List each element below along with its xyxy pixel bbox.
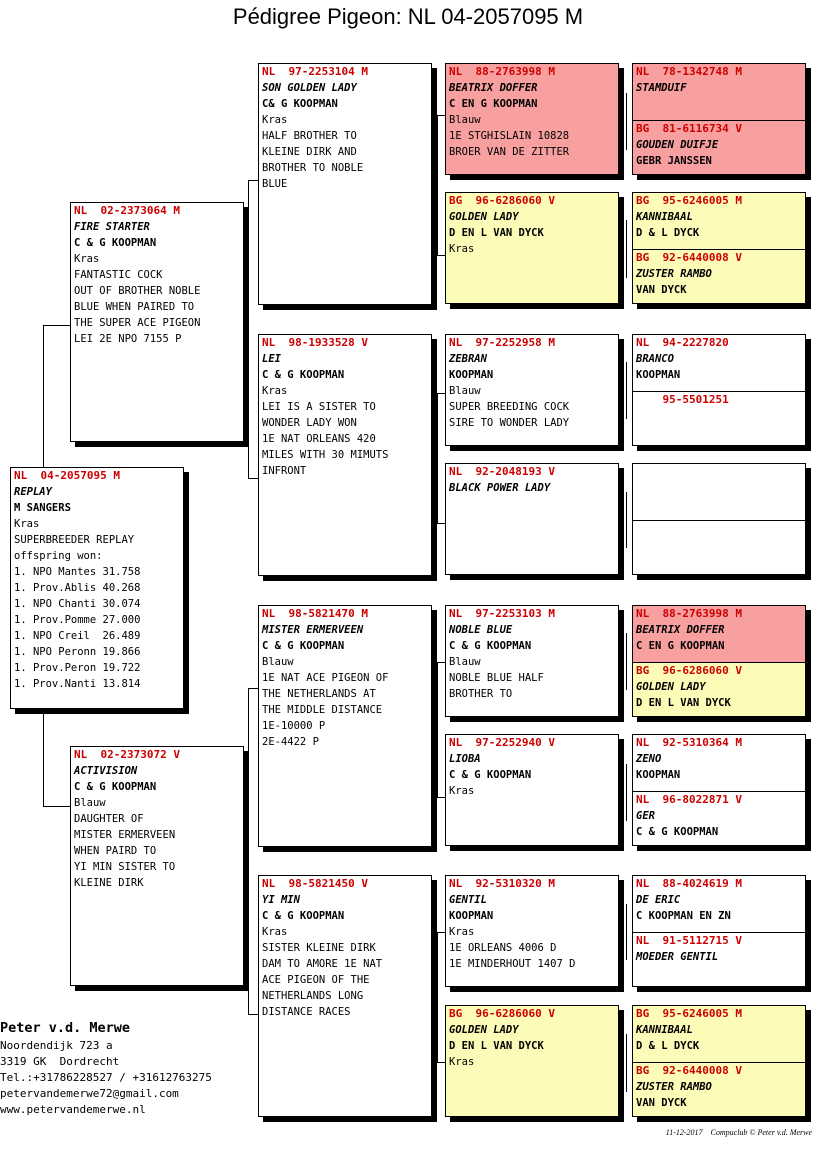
ring-number: NL 88-2763998 M bbox=[449, 65, 555, 78]
connector bbox=[437, 115, 445, 116]
breeder-name: KOOPMAN bbox=[636, 369, 681, 381]
connector bbox=[43, 325, 71, 326]
note-line: OUT OF BROTHER NOBLE bbox=[74, 285, 201, 297]
pigeon-pair-card bbox=[632, 334, 806, 446]
ring-number: NL 97-2252958 M bbox=[449, 336, 555, 349]
connector bbox=[437, 393, 438, 523]
note-line: 1E MINDERHOUT 1407 D bbox=[449, 958, 576, 970]
note-line: INFRONT bbox=[262, 465, 307, 477]
color-text: Kras bbox=[449, 785, 475, 797]
pigeon-card-mf bbox=[258, 605, 432, 847]
connector bbox=[248, 688, 249, 1014]
pigeon-card-mmm bbox=[445, 1005, 619, 1117]
note-line: 1. NPO Mantes 31.758 bbox=[14, 566, 141, 578]
ring-number: NL 88-2763998 M bbox=[636, 607, 742, 620]
owner-address-line: Noordendijk 723 a bbox=[0, 1039, 113, 1052]
owner-website: www.petervandemerwe.nl bbox=[0, 1103, 146, 1116]
ring-number: NL 92-5310320 M bbox=[449, 877, 555, 890]
color-text: Kras bbox=[14, 518, 40, 530]
pigeon-pair-card bbox=[632, 734, 806, 846]
pigeon-pair-card bbox=[632, 605, 806, 717]
pigeon-card-fff bbox=[445, 63, 619, 175]
pigeon-pair-card bbox=[632, 63, 806, 175]
breeder-name: VAN DYCK bbox=[636, 1097, 687, 1109]
note-line: KLEINE DIRK bbox=[74, 877, 144, 889]
pigeon-name: MOEDER GENTIL bbox=[636, 951, 719, 963]
note-line: 2E-4422 P bbox=[262, 736, 319, 748]
pigeon-name: FIRE STARTER bbox=[74, 221, 150, 233]
pigeon-name: REPLAY bbox=[14, 486, 52, 498]
ring-number: NL 92-5310364 M bbox=[636, 736, 742, 749]
color-text: Kras bbox=[449, 243, 475, 255]
note-line: 1. NPO Creil 26.489 bbox=[14, 630, 141, 642]
breeder-name: C EN G KOOPMAN bbox=[636, 640, 725, 652]
ring-number: BG 81-6116734 V bbox=[636, 122, 742, 135]
color-text: Kras bbox=[262, 385, 288, 397]
connector bbox=[626, 492, 627, 548]
connector bbox=[437, 662, 445, 663]
breeder-name: C & G KOOPMAN bbox=[636, 826, 719, 838]
pigeon-entry bbox=[633, 792, 805, 840]
ring-number: BG 96-6286060 V bbox=[449, 1007, 555, 1020]
pigeon-card-father bbox=[70, 202, 244, 442]
note-line: 1. NPO Chanti 30.074 bbox=[14, 598, 141, 610]
note-line: NETHERLANDS LONG bbox=[262, 990, 364, 1002]
note-line: DAM TO AMORE 1E NAT bbox=[262, 958, 383, 970]
pigeon-name: BLACK POWER LADY bbox=[449, 482, 551, 494]
connector bbox=[248, 478, 258, 479]
pigeon-name: BEATRIX DOFFER bbox=[449, 82, 538, 94]
connector bbox=[437, 932, 445, 933]
pigeon-entry bbox=[633, 121, 805, 169]
connector bbox=[626, 93, 627, 150]
note-line: 1. Prov.Peron 19.722 bbox=[14, 662, 141, 674]
owner-email: petervandemerwe72@gmail.com bbox=[0, 1087, 179, 1100]
ring-number: NL 97-2253103 M bbox=[449, 607, 555, 620]
ring-number: NL 91-5112715 V bbox=[636, 934, 742, 947]
ring-number: BG 95-6246005 M bbox=[636, 194, 742, 207]
breeder-name: D EN L VAN DYCK bbox=[449, 1040, 544, 1052]
connector bbox=[626, 220, 627, 278]
pigeon-name: KANNIBAAL bbox=[636, 1024, 693, 1036]
note-line: DISTANCE RACES bbox=[262, 1006, 351, 1018]
pigeon-entry bbox=[633, 64, 805, 96]
breeder-name: D & L DYCK bbox=[636, 1040, 700, 1052]
pigeon-entry bbox=[633, 933, 805, 965]
pigeon-name: NOBLE BLUE bbox=[449, 624, 513, 636]
ring-number: BG 95-6246005 M bbox=[636, 1007, 742, 1020]
ring-number: 95-5501251 bbox=[636, 393, 729, 406]
pigeon-name: YI MIN bbox=[262, 894, 300, 906]
pigeon-entry bbox=[633, 392, 805, 408]
pigeon-name: MISTER ERMERVEEN bbox=[262, 624, 364, 636]
note-line: 1. NPO Peronn 19.866 bbox=[14, 646, 141, 658]
pigeon-name: BRANCO bbox=[636, 353, 674, 365]
pigeon-entry bbox=[633, 193, 805, 241]
pigeon-name: ACTIVISION bbox=[74, 765, 138, 777]
connector bbox=[437, 255, 445, 256]
note-line: YI MIN SISTER TO bbox=[74, 861, 176, 873]
ring-number: NL 97-2253104 M bbox=[262, 65, 368, 78]
pigeon-entry bbox=[633, 1063, 805, 1111]
color-text: Kras bbox=[262, 926, 288, 938]
note-line: 1E STGHISLAIN 10828 bbox=[449, 130, 570, 142]
note-line: FANTASTIC COCK bbox=[74, 269, 163, 281]
ring-number: BG 96-6286060 V bbox=[449, 194, 555, 207]
note-line: KLEINE DIRK AND bbox=[262, 146, 357, 158]
pigeon-name: KANNIBAAL bbox=[636, 211, 693, 223]
pigeon-card-mff bbox=[445, 605, 619, 717]
note-line: 1E NAT ACE PIGEON OF bbox=[262, 672, 389, 684]
connector bbox=[437, 115, 438, 255]
ring-number: NL 92-2048193 V bbox=[449, 465, 555, 478]
breeder-name: C & G KOOPMAN bbox=[262, 910, 345, 922]
footer-credit: 11-12-2017 Compuclub © Peter v.d. Merwe bbox=[665, 1128, 812, 1137]
pigeon-pair-card bbox=[632, 192, 806, 304]
ring-number: NL 02-2373064 M bbox=[74, 204, 180, 217]
breeder-name: C & G KOOPMAN bbox=[74, 237, 157, 249]
color-text: Blauw bbox=[74, 797, 106, 809]
color-text: Blauw bbox=[449, 656, 481, 668]
pigeon-entry bbox=[633, 250, 805, 298]
connector bbox=[626, 362, 627, 419]
note-line: BROER VAN DE ZITTER bbox=[449, 146, 570, 158]
ring-number: NL 98-1933528 V bbox=[262, 336, 368, 349]
breeder-name: KOOPMAN bbox=[636, 769, 681, 781]
pigeon-name: ZENO bbox=[636, 753, 662, 765]
note-line: THE MIDDLE DISTANCE bbox=[262, 704, 383, 716]
connector bbox=[437, 1062, 445, 1063]
note-line: BROTHER TO bbox=[449, 688, 513, 700]
pigeon-name: SON GOLDEN LADY bbox=[262, 82, 357, 94]
note-line: WHEN PAIRD TO bbox=[74, 845, 157, 857]
breeder-name: C & G KOOPMAN bbox=[449, 640, 532, 652]
note-line: 1E NAT ORLEANS 420 bbox=[262, 433, 376, 445]
note-line: THE NETHERLANDS AT bbox=[262, 688, 376, 700]
breeder-name: KOOPMAN bbox=[449, 369, 494, 381]
note-line: ACE PIGEON OF THE bbox=[262, 974, 370, 986]
note-line: 1. Prov.Nanti 13.814 bbox=[14, 678, 141, 690]
note-line: offspring won: bbox=[14, 550, 103, 562]
pigeon-name: LEI bbox=[262, 353, 281, 365]
connector bbox=[437, 662, 438, 797]
note-line: MILES WITH 30 MIMUTS bbox=[262, 449, 389, 461]
pigeon-name: GOLDEN LADY bbox=[449, 211, 519, 223]
ring-number: NL 96-8022871 V bbox=[636, 793, 742, 806]
ring-number: BG 92-6440008 V bbox=[636, 1064, 742, 1077]
breeder-name: C & G KOOPMAN bbox=[74, 781, 157, 793]
pigeon-name: STAMDUIF bbox=[636, 82, 687, 94]
connector bbox=[43, 325, 44, 470]
pigeon-card-subject bbox=[10, 467, 184, 709]
note-line: 1. Prov.Ablis 40.268 bbox=[14, 582, 141, 594]
color-text: Kras bbox=[449, 1056, 475, 1068]
note-line: LEI 2E NPO 7155 P bbox=[74, 333, 182, 345]
note-line: WONDER LADY WON bbox=[262, 417, 357, 429]
divider bbox=[633, 520, 805, 521]
pigeon-name: LIOBA bbox=[449, 753, 481, 765]
connector bbox=[437, 393, 445, 394]
connector bbox=[248, 180, 258, 181]
pigeon-name: ZUSTER RAMBO bbox=[636, 268, 712, 280]
ring-number: BG 92-6440008 V bbox=[636, 251, 742, 264]
connector bbox=[626, 764, 627, 821]
note-line: 1E-10000 P bbox=[262, 720, 326, 732]
pigeon-card-mfm bbox=[445, 734, 619, 846]
pigeon-card-fm bbox=[258, 334, 432, 576]
note-line: BLUE bbox=[262, 178, 288, 190]
breeder-name: KOOPMAN bbox=[449, 910, 494, 922]
note-line: BROTHER TO NOBLE bbox=[262, 162, 364, 174]
pigeon-name: GER bbox=[636, 810, 655, 822]
owner-name: Peter v.d. Merwe bbox=[0, 1020, 131, 1036]
pigeon-name: GOLDEN LADY bbox=[449, 1024, 519, 1036]
note-line: THE SUPER ACE PIGEON bbox=[74, 317, 201, 329]
note-line: SISTER KLEINE DIRK bbox=[262, 942, 376, 954]
note-line: HALF BROTHER TO bbox=[262, 130, 357, 142]
pigeon-name: ZEBRAN bbox=[449, 353, 487, 365]
ring-number: NL 98-5821450 V bbox=[262, 877, 368, 890]
ring-number: BG 96-6286060 V bbox=[636, 664, 742, 677]
pigeon-card-ffm bbox=[445, 192, 619, 304]
color-text: Kras bbox=[449, 926, 475, 938]
ring-number: NL 94-2227820 bbox=[636, 336, 729, 349]
owner-info bbox=[0, 1018, 212, 1118]
connector bbox=[437, 523, 445, 524]
note-line: SUPER BREEDING COCK bbox=[449, 401, 570, 413]
connector bbox=[248, 1014, 258, 1015]
breeder-name: C KOOPMAN EN ZN bbox=[636, 910, 731, 922]
pigeon-name: BEATRIX DOFFER bbox=[636, 624, 725, 636]
page-title: Pédigree Pigeon: NL 04-2057095 M bbox=[232, 4, 584, 29]
color-text: Blauw bbox=[449, 114, 481, 126]
pigeon-entry bbox=[633, 1006, 805, 1054]
pigeon-entry bbox=[633, 335, 805, 383]
note-line: 1E ORLEANS 4006 D bbox=[449, 942, 557, 954]
breeder-name: GEBR JANSSEN bbox=[636, 155, 712, 167]
color-text: Blauw bbox=[449, 385, 481, 397]
note-line: SUPERBREEDER REPLAY bbox=[14, 534, 135, 546]
breeder-name: C & G KOOPMAN bbox=[262, 640, 345, 652]
pigeon-name: GOLDEN LADY bbox=[636, 681, 706, 693]
ring-number: NL 02-2373072 V bbox=[74, 748, 180, 761]
connector bbox=[248, 688, 258, 689]
breeder-name: C & G KOOPMAN bbox=[449, 769, 532, 781]
pigeon-pair-card bbox=[632, 1005, 806, 1117]
pigeon-card-mmf bbox=[445, 875, 619, 987]
ring-number: NL 97-2252940 V bbox=[449, 736, 555, 749]
pigeon-card-fmf bbox=[445, 334, 619, 446]
breeder-name: D EN L VAN DYCK bbox=[449, 227, 544, 239]
note-line: 1. Prov.Pomme 27.000 bbox=[14, 614, 141, 626]
color-text: Kras bbox=[262, 114, 288, 126]
breeder-name: M SANGERS bbox=[14, 502, 71, 514]
pigeon-name: ZUSTER RAMBO bbox=[636, 1081, 712, 1093]
pigeon-pair-card bbox=[632, 875, 806, 987]
breeder-name: VAN DYCK bbox=[636, 284, 687, 296]
connector bbox=[626, 1034, 627, 1092]
connector bbox=[437, 932, 438, 1062]
connector bbox=[43, 806, 71, 807]
connector bbox=[248, 180, 249, 478]
ring-number: NL 78-1342748 M bbox=[636, 65, 742, 78]
breeder-name: D & L DYCK bbox=[636, 227, 700, 239]
ring-number: NL 98-5821470 M bbox=[262, 607, 368, 620]
color-text: Kras bbox=[74, 253, 100, 265]
pigeon-entry bbox=[633, 735, 805, 783]
pigeon-entry bbox=[633, 606, 805, 662]
pigeon-card-fmm bbox=[445, 463, 619, 575]
note-line: SIRE TO WONDER LADY bbox=[449, 417, 570, 429]
breeder-name: C & G KOOPMAN bbox=[262, 369, 345, 381]
ring-number: NL 04-2057095 M bbox=[14, 469, 120, 482]
connector bbox=[626, 904, 627, 960]
pigeon-card-mother bbox=[70, 746, 244, 986]
breeder-name: C& G KOOPMAN bbox=[262, 98, 338, 110]
owner-phone: Tel.:+31786228527 / +31612763275 bbox=[0, 1071, 212, 1084]
pigeon-card-ff bbox=[258, 63, 432, 305]
breeder-name: D EN L VAN DYCK bbox=[636, 697, 731, 709]
note-line: MISTER ERMERVEEN bbox=[74, 829, 176, 841]
breeder-name: C EN G KOOPMAN bbox=[449, 98, 538, 110]
connector bbox=[437, 797, 445, 798]
pigeon-card-mm bbox=[258, 875, 432, 1117]
pigeon-pair-card bbox=[632, 463, 806, 575]
color-text: Blauw bbox=[262, 656, 294, 668]
pigeon-name: GENTIL bbox=[449, 894, 487, 906]
pigeon-name: DE ERIC bbox=[636, 894, 681, 906]
connector bbox=[43, 711, 44, 806]
owner-address-line: 3319 GK Dordrecht bbox=[0, 1055, 120, 1068]
note-line: LEI IS A SISTER TO bbox=[262, 401, 376, 413]
ring-number: NL 88-4024619 M bbox=[636, 877, 742, 890]
pigeon-name: GOUDEN DUIFJE bbox=[636, 139, 719, 151]
note-line: BLUE WHEN PAIRED TO bbox=[74, 301, 195, 313]
pigeon-entry bbox=[633, 876, 805, 924]
note-line: NOBLE BLUE HALF bbox=[449, 672, 544, 684]
pigeon-entry bbox=[633, 663, 805, 717]
note-line: DAUGHTER OF bbox=[74, 813, 144, 825]
connector bbox=[626, 633, 627, 690]
